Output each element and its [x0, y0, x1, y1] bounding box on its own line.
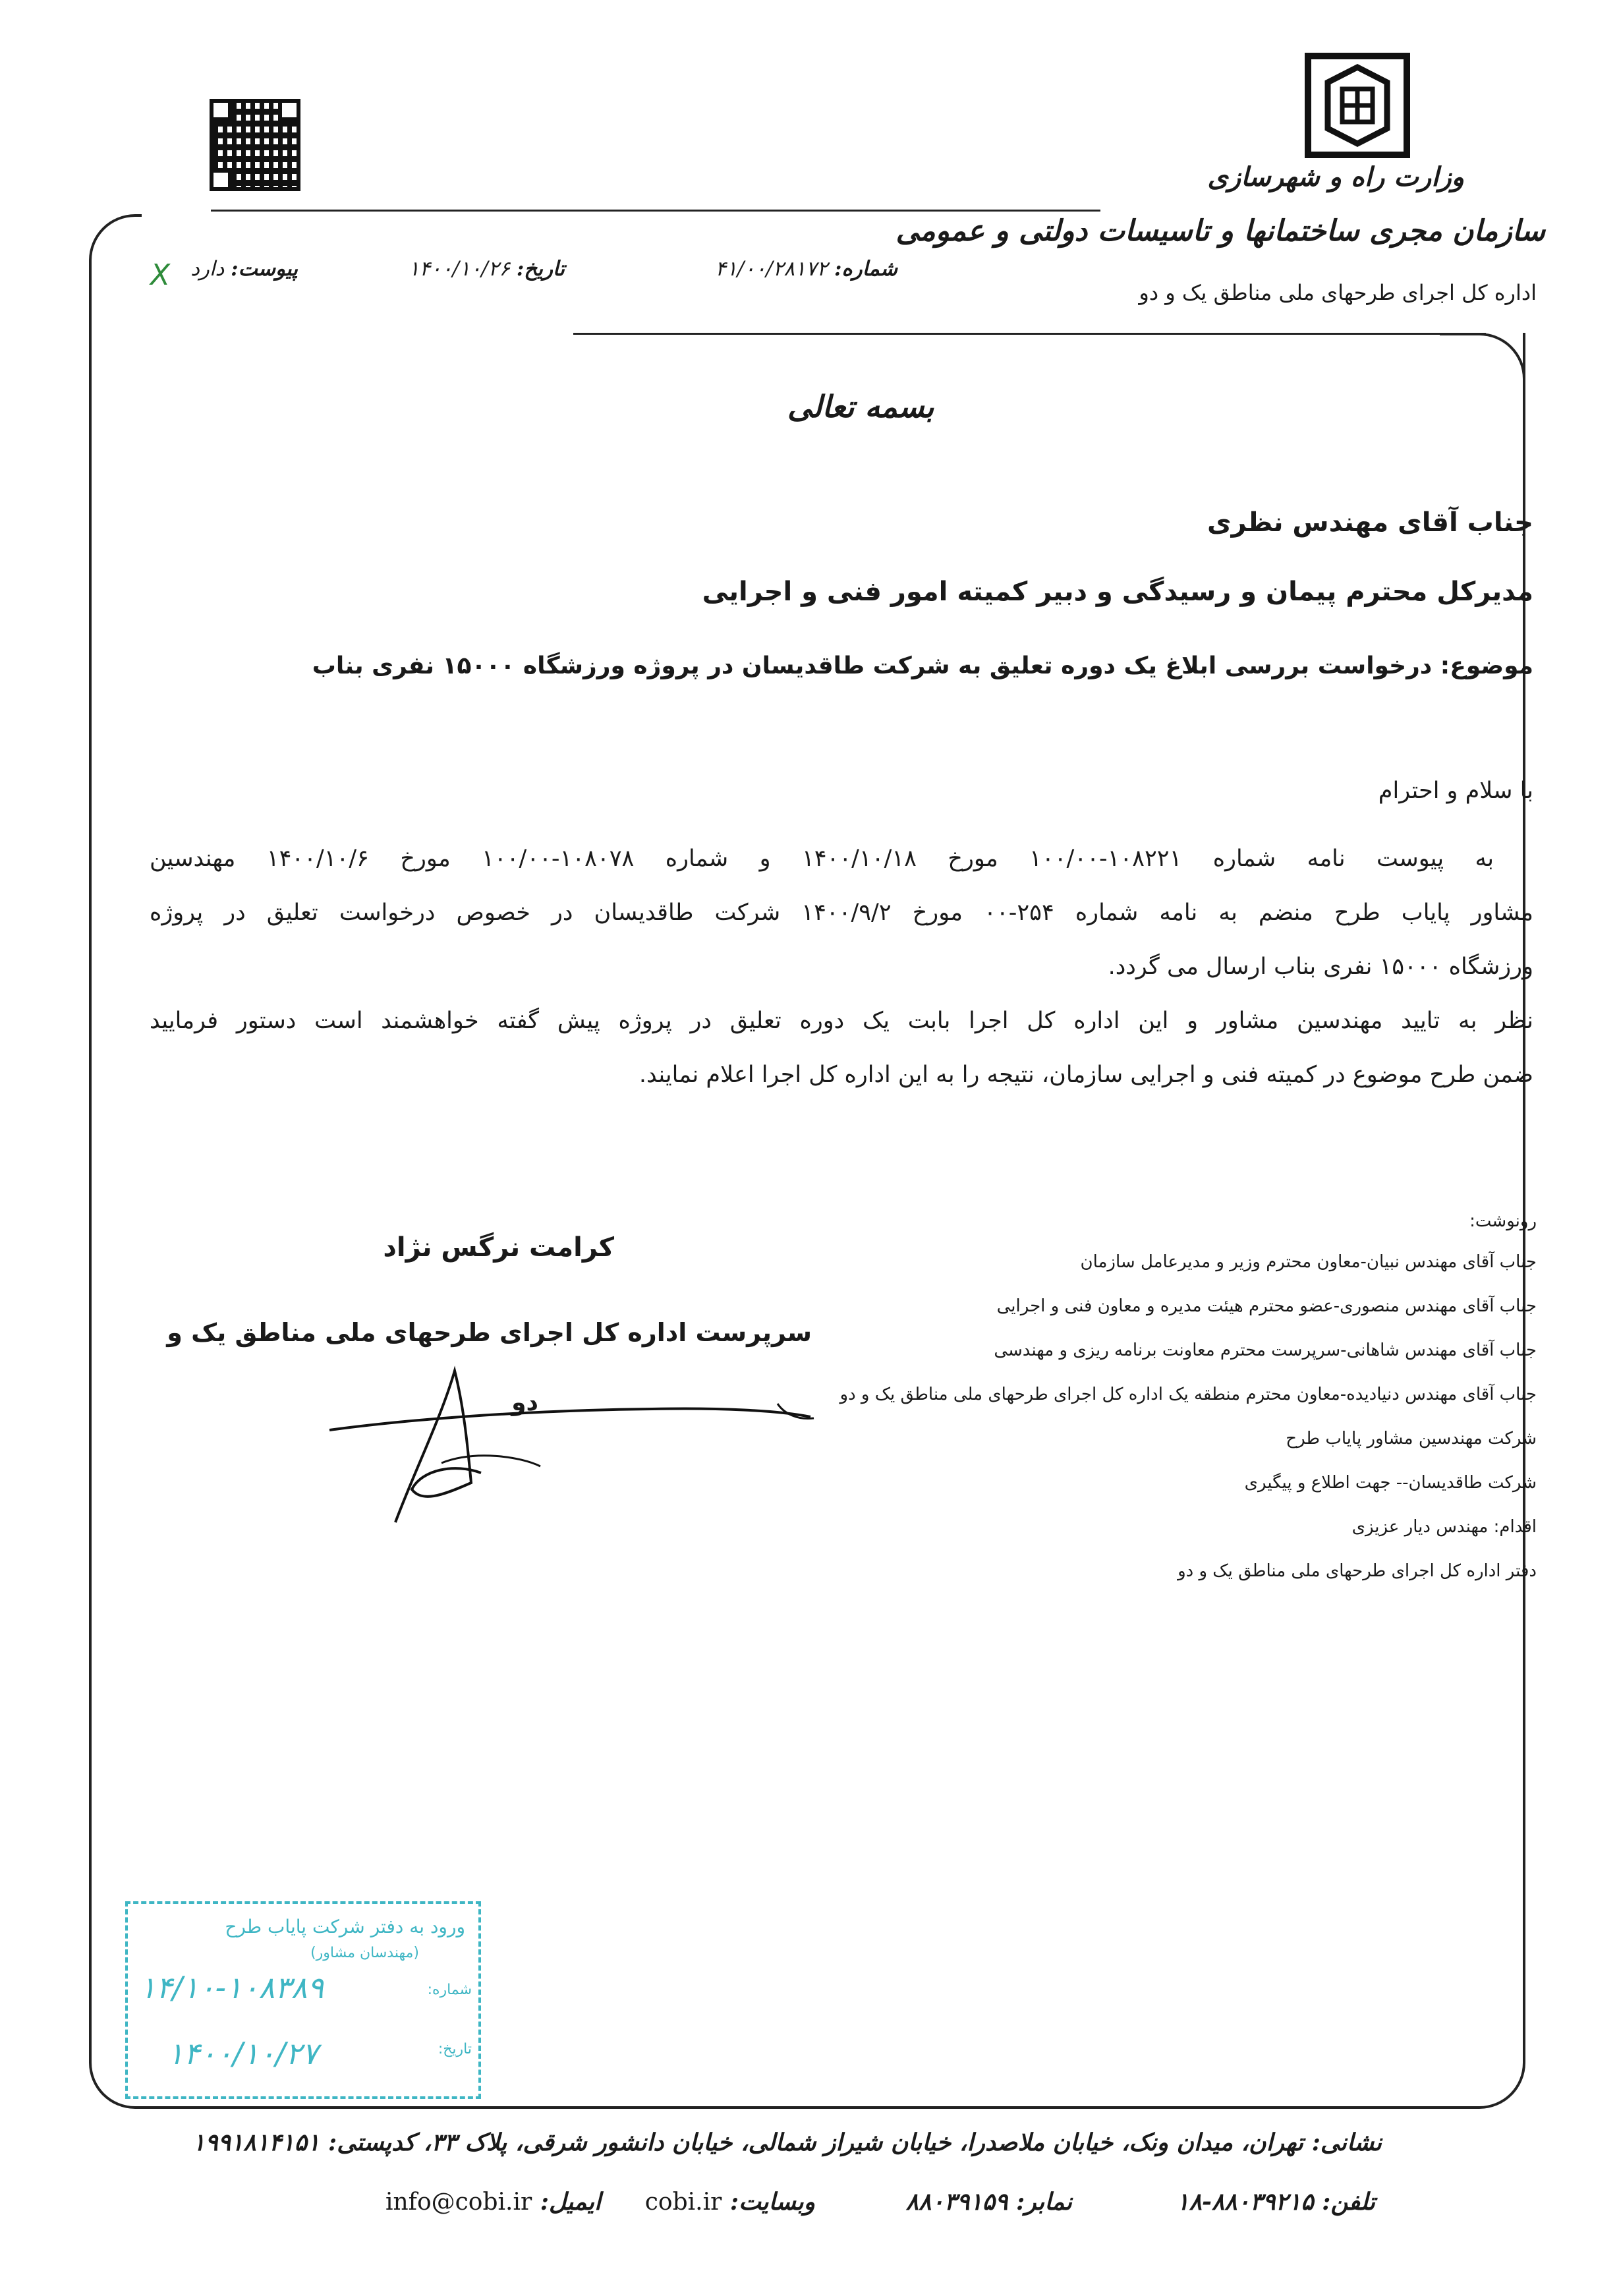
stamp-date-label: تاریخ:: [438, 2041, 472, 2057]
invocation: بسمه تعالی: [787, 389, 934, 424]
footer-website: [645, 2188, 815, 2216]
signatory-name: کرامت نرگس نژاد: [383, 1232, 614, 1263]
stamp-subtitle: (مهندسان مشاور): [310, 1945, 419, 1961]
cc-item: جناب آقای مهندس شاهانی-سرپرست محترم معاونت برنامه ریزی و مهندسی: [994, 1340, 1537, 1360]
stamp-date-value: ۱۴۰۰/۱۰/۲۷: [167, 2036, 318, 2071]
letter-attachment-value: دارد: [190, 257, 225, 281]
body-line: ورزشگاه ۱۵۰۰۰ نفری بناب ارسال می گردد.: [1108, 954, 1533, 980]
signatory-title-continued: دو: [511, 1389, 538, 1416]
cc-item: اقدام: مهندس دیار عزیزی: [1351, 1517, 1537, 1537]
greeting: با سلام و احترام: [1378, 778, 1533, 804]
footer-email: [385, 2188, 601, 2216]
attachment-check-mark: X: [150, 258, 171, 292]
cc-item: جناب آقای مهندس منصوری-عضو محترم هیئت مدیره و معاون فنی و اجرایی: [996, 1296, 1537, 1316]
footer-fax-label: نمابر:: [1016, 2188, 1072, 2216]
footer-phone-label: تلفن:: [1322, 2188, 1375, 2216]
footer-fax-value: ۸۸۰۳۹۱۵۹: [905, 2188, 1008, 2216]
letter-number-label: شماره:: [834, 257, 897, 281]
body-line: به پیوست نامه شماره ۱۰۸۲۲۱-۱۰۰/۰۰ مورخ ۱۴۰۰/۱۰/۱۸ و شماره ۱۰۸۰۷۸-۱۰۰/۰۰ مورخ ۱۴۰۰/۱۰/۶ مهندسین: [150, 846, 1494, 872]
recipient-name: جناب آقای مهندس نظری: [1207, 507, 1533, 538]
stamp-number-value: ۱۴/۱۰-۱۰۸۳۸۹: [140, 1970, 324, 2005]
body-line: مشاور پایاب طرح منضم به نامه شماره ۲۵۴-۰۰ مورخ ۱۴۰۰/۹/۲ شرکت طاقدیسان در خصوص درخواست تعلیق در پروژه: [150, 900, 1534, 926]
reception-stamp: [125, 1901, 481, 2099]
cc-list: [812, 1252, 1537, 1605]
letter-date-label: تاریخ:: [516, 257, 565, 281]
footer-fax: [906, 2188, 1072, 2216]
stamp-number-label: شماره:: [427, 1982, 472, 1998]
footer-address: نشانی: تهران، میدان ونک، خیابان ملاصدرا، خیابان شیراز شمالی، خیابان دانشور شرقی، پلاک ۳۳، کدپستی: ۱۹۹۱۸۱۴۱۵۱: [192, 2129, 1382, 2156]
ministry-logo-icon: [1301, 53, 1413, 158]
footer-phone: [1176, 2188, 1375, 2216]
organization-name: سازمان مجری ساختمانها و تاسیسات دولتی و عمومی: [895, 214, 1545, 248]
footer-email-label: ایمیل:: [540, 2188, 601, 2216]
letter-number-value: ۴۱/۰۰/۲۸۱۷۲: [715, 257, 828, 281]
signatory-title: سرپرست اداره کل اجرای طرحهای ملی مناطق یک و: [167, 1318, 812, 1347]
recipient-title: مدیرکل محترم پیمان و رسیدگی و دبیر کمیته امور فنی و اجرایی: [702, 577, 1533, 607]
handwritten-signature: [323, 1358, 824, 1542]
body-line: ضمن طرح موضوع در کمیته فنی و اجرایی سازمان، نتیجه را به این اداره کل اجرا اعلام نمایند.: [639, 1062, 1533, 1088]
footer-website-value[interactable]: cobi.ir: [644, 2189, 722, 2216]
subject-line: موضوع: درخواست بررسی ابلاغ یک دوره تعلیق به شرکت طاقدیسان در پروژه ورزشگاه ۱۵۰۰۰ نفری بناب: [312, 652, 1533, 679]
ministry-name: وزارت راه و شهرسازی: [1207, 161, 1464, 192]
cc-item: جناب آقای مهندس دنیادیده-معاون محترم منطقه یک اداره کل اجرای طرحهای ملی مناطق یک و دو: [839, 1385, 1537, 1404]
footer-website-label: وبسایت:: [729, 2188, 815, 2216]
footer-email-value[interactable]: info@cobi.ir: [385, 2189, 532, 2216]
department-name: اداره کل اجرای طرحهای ملی مناطق یک و دو: [1139, 280, 1537, 305]
qr-code: [210, 99, 300, 191]
header-rule: [211, 210, 1100, 212]
cc-item: دفتر اداره کل اجرای طرحهای ملی مناطق یک و دو: [1178, 1561, 1537, 1581]
letter-date: [409, 257, 565, 281]
cc-item: شرکت مهندسین مشاور پایاب طرح: [1286, 1429, 1537, 1449]
letter-number: [715, 257, 897, 281]
cc-label: رونوشت:: [1469, 1211, 1537, 1231]
footer-phone-value: ۸۸۰۳۹۲۱۵-۱۸: [1176, 2188, 1314, 2216]
letter-body: [150, 832, 1533, 1102]
cc-item: شرکت طاقدیسان-- جهت اطلاع و پیگیری: [1244, 1473, 1537, 1493]
body-line: نظر به تایید مهندسین مشاور و این اداره کل اجرا بابت یک دوره تعلیق در پروژه پیش گفته خواهشمند است دستور فرمایید: [150, 1008, 1533, 1034]
letter-date-value: ۱۴۰۰/۱۰/۲۶: [408, 257, 510, 281]
cc-item: جناب آقای مهندس نبیان-معاون محترم وزیر و مدیرعامل سازمان: [1080, 1252, 1537, 1272]
letter-attachment-label: پیوست:: [231, 257, 298, 281]
stamp-title: ورود به دفتر شرکت پایاب طرح: [225, 1916, 465, 1937]
letter-attachment: [190, 257, 298, 281]
